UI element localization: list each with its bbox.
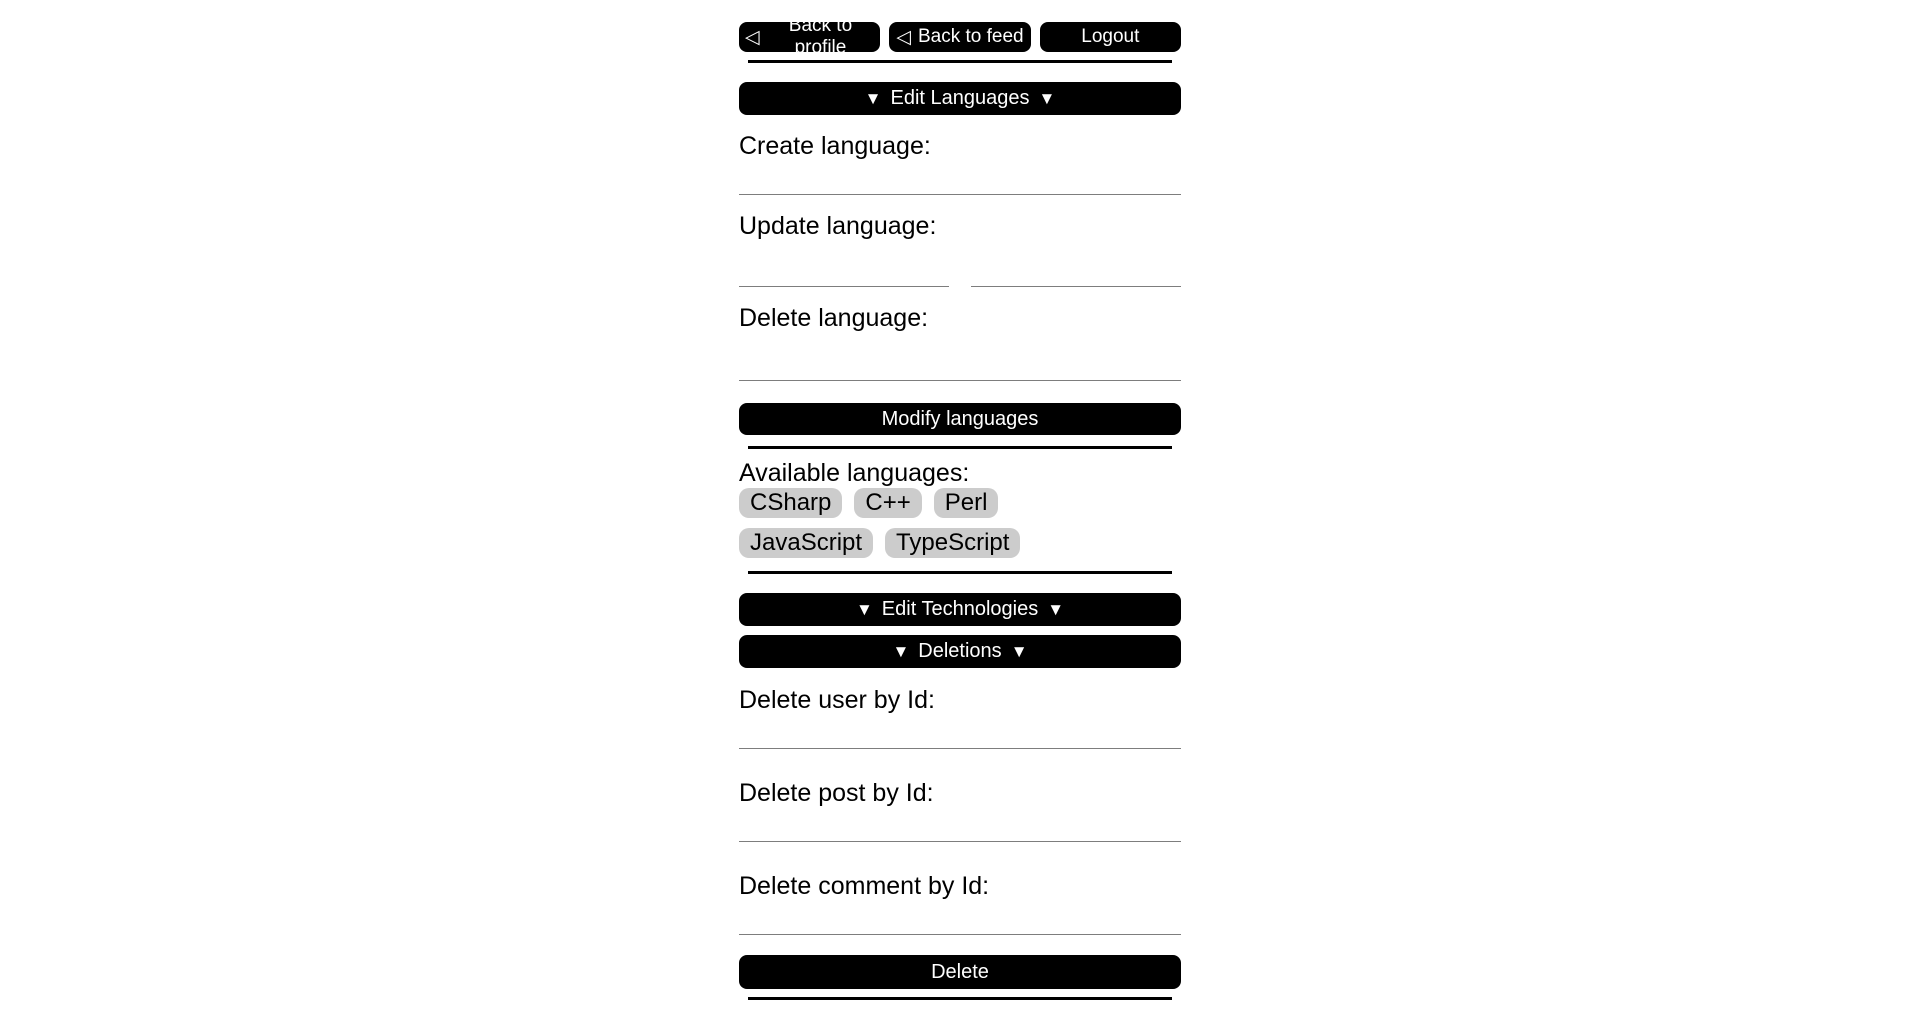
back-to-feed-button[interactable] <box>889 22 1030 52</box>
update-language-old-input[interactable] <box>739 241 949 287</box>
delete-post-label: Delete post by Id: <box>739 779 934 807</box>
caret-down-icon: ▼ <box>1047 600 1065 619</box>
edit-technologies-toggle-label: Edit Technologies <box>881 598 1039 620</box>
available-languages-list <box>739 488 1069 558</box>
divider <box>748 60 1172 63</box>
caret-down-icon: ▼ <box>864 89 882 108</box>
language-chip: JavaScript <box>739 528 873 558</box>
caret-down-icon: ▼ <box>855 600 873 619</box>
admin-panel <box>739 0 1181 1000</box>
back-arrow-icon: ◁ <box>896 26 911 48</box>
caret-down-icon: ▼ <box>1038 89 1056 108</box>
update-language-label: Update language: <box>739 212 937 240</box>
delete-button[interactable] <box>739 955 1181 989</box>
modify-languages-label: Modify languages <box>881 407 1039 430</box>
language-chip: Perl <box>934 488 999 518</box>
update-language-new-input[interactable] <box>971 241 1181 287</box>
delete-post-id-input[interactable] <box>739 808 1181 842</box>
delete-comment-id-input[interactable] <box>739 901 1181 935</box>
divider <box>748 997 1172 1000</box>
delete-language-label: Delete language: <box>739 304 929 332</box>
language-chip: TypeScript <box>885 528 1020 558</box>
edit-languages-toggle-label: Edit Languages <box>890 87 1030 109</box>
delete-comment-label: Delete comment by Id: <box>739 872 990 900</box>
language-chip: C++ <box>854 488 921 518</box>
logout-label: Logout <box>1081 26 1140 47</box>
available-languages-label: Available languages: <box>739 459 970 487</box>
deletions-toggle-label: Deletions <box>918 640 1002 662</box>
delete-user-label: Delete user by Id: <box>739 686 935 714</box>
language-chip: CSharp <box>739 488 842 518</box>
back-to-feed-label: Back to feed <box>917 26 1024 47</box>
caret-down-icon: ▼ <box>1010 642 1028 661</box>
divider <box>748 446 1172 449</box>
update-language-row <box>739 241 1181 287</box>
modify-languages-button[interactable] <box>739 403 1181 435</box>
logout-button[interactable] <box>1040 22 1181 52</box>
back-to-profile-button[interactable] <box>739 15 880 58</box>
delete-user-id-input[interactable] <box>739 715 1181 749</box>
divider <box>748 571 1172 574</box>
edit-technologies-toggle[interactable] <box>739 593 1181 626</box>
delete-language-input[interactable] <box>739 333 1181 381</box>
edit-languages-toggle[interactable] <box>739 82 1181 115</box>
caret-down-icon: ▼ <box>892 642 910 661</box>
top-nav <box>739 15 1181 58</box>
create-language-input[interactable] <box>739 161 1181 195</box>
back-to-profile-label: Back to profile <box>788 15 853 58</box>
deletions-toggle[interactable] <box>739 635 1181 668</box>
delete-button-label: Delete <box>931 960 989 983</box>
back-arrow-icon: ◁ <box>745 26 760 48</box>
create-language-label: Create language: <box>739 132 931 160</box>
